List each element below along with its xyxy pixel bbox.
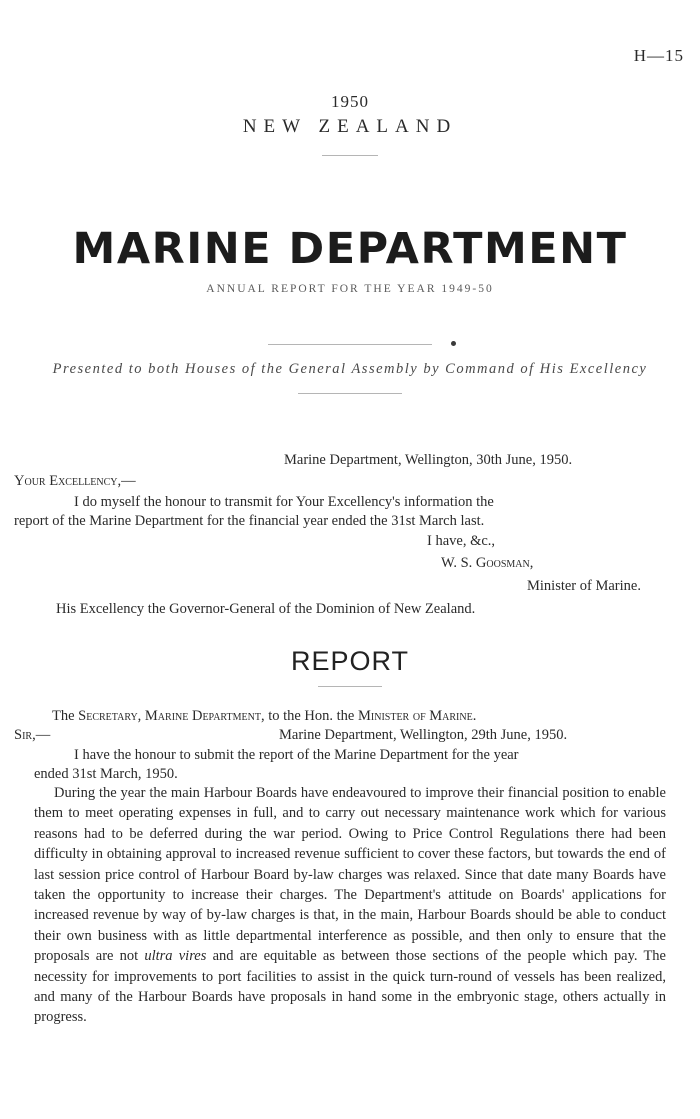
report-heading: REPORT bbox=[290, 646, 410, 676]
report-body-paragraph bbox=[34, 783, 666, 1028]
address-from: Secretary, Marine Department bbox=[78, 708, 261, 724]
letter-body-line: I do myself the honour to transmit for Your Excellency's information the bbox=[74, 494, 494, 510]
report-subtitle: ANNUAL REPORT FOR THE YEAR 1949-50 bbox=[206, 283, 494, 295]
document-year: 1950 bbox=[331, 92, 369, 111]
letter-closing: I have, &c., bbox=[427, 533, 496, 549]
department-title: MARINE DEPARTMENT bbox=[72, 224, 628, 274]
letter-signature: W. S. Goosman, bbox=[441, 555, 534, 571]
letter-body-line: report of the Marine Department for the financial year ended the 31st March last. bbox=[14, 513, 485, 529]
country-heading: NEW ZEALAND bbox=[242, 116, 458, 137]
report-dateline: Marine Department, Wellington, 29th June, 1950. bbox=[279, 727, 568, 743]
address-to: Minister of Marine bbox=[358, 708, 473, 724]
divider-rule bbox=[322, 155, 378, 156]
letter-addressee: His Excellency the Governor-General of the Dominion of New Zealand. bbox=[56, 601, 476, 617]
page-reference: H—15 bbox=[633, 46, 684, 65]
letter-dateline: Marine Department, Wellington, 30th June, 1950. bbox=[284, 452, 573, 468]
report-intro-line: I have the honour to submit the report of the Marine Department for the year bbox=[74, 747, 519, 763]
report-salutation: Sir,— bbox=[14, 727, 51, 743]
letter-salutation: Your Excellency,— bbox=[14, 473, 136, 489]
address-text: , to the Hon. the bbox=[260, 708, 358, 724]
paragraph-text: and are equitable as between those sections of the people which pay. The necessity for improvements to port facilities to assist in the quick turn-round of vessels has been realized, and many of the Harbour Boards have proposals in hand some in the embryonic stage, others actually in progress. bbox=[34, 948, 666, 1026]
presented-statement: Presented to both Houses of the General Assembly by Command of His Excellency bbox=[52, 361, 648, 377]
address-text: . bbox=[472, 708, 477, 724]
address-text: The bbox=[52, 708, 79, 724]
ornament-dot bbox=[451, 341, 456, 346]
paragraph-text: During the year the main Harbour Boards have endeavoured to improve their financial position to enable them to meet operating expenses in full, and to carry out necessary maintenance work which for various reasons had to be deferred during the war period. Owing to Price Control Regulations there had been difficulty in obtaining approval to increased revenue sufficient to cover these factors, but towards the end of last session price control of Harbour Board by-law charges was relaxed. Since that date many Boards have taken the opportunity to increase their charges. The Department's attitude on Boards' applications for increased revenue by way of by-law charges is that, in the main, Harbour Boards should be able to conduct their own business with as little departmental interference as possible, and then only to ensure that the proposals are not bbox=[34, 785, 666, 965]
report-address-line bbox=[52, 706, 476, 726]
paragraph-italic-term: ultra vires bbox=[144, 948, 207, 965]
letter-signatory-title: Minister of Marine. bbox=[527, 578, 641, 594]
report-intro-line: ended 31st March, 1950. bbox=[34, 766, 178, 782]
divider-rule bbox=[298, 393, 402, 394]
divider-rule bbox=[318, 686, 382, 687]
divider-rule bbox=[268, 344, 432, 345]
